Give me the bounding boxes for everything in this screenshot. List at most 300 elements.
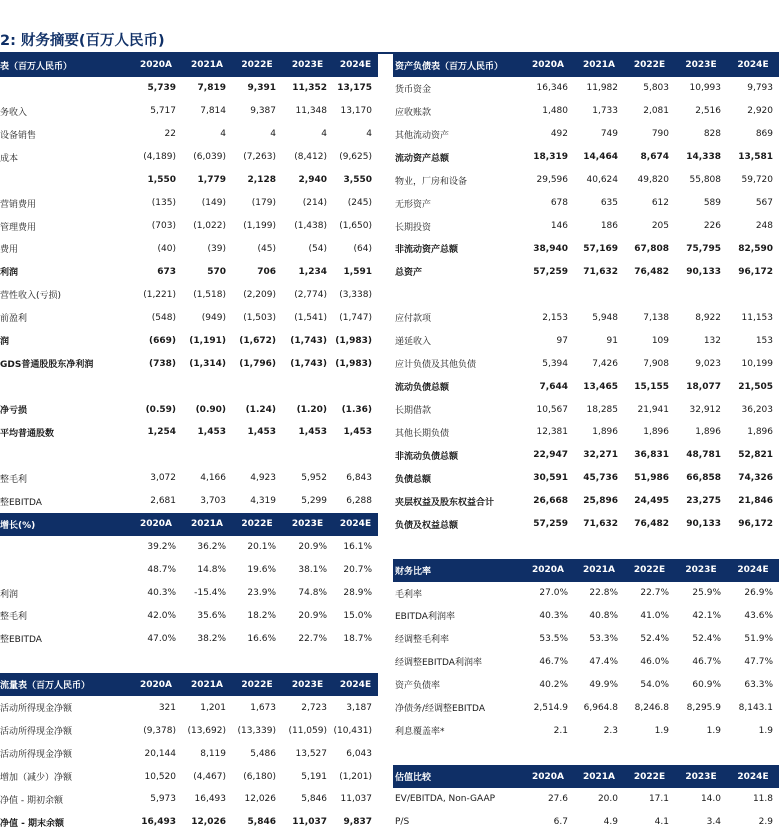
value-cell: 10,520: [144, 771, 176, 782]
value-cell: (1,191): [189, 335, 226, 346]
value-cell: (1,650): [339, 221, 372, 232]
value-cell: 749: [600, 129, 618, 140]
value-cell: 66,858: [686, 473, 721, 484]
value-cell: 2,920: [747, 106, 773, 117]
value-cell: 76,482: [634, 519, 669, 530]
value-cell: 153: [755, 335, 773, 346]
value-cell: (39): [207, 243, 226, 254]
value-cell: 90,133: [686, 519, 721, 530]
value-cell: 20,144: [144, 748, 176, 759]
row-label: [0, 444, 130, 467]
value-cell: 63.3%: [744, 679, 773, 690]
value-cell: [727, 283, 779, 306]
value-cell: 2.3: [603, 725, 618, 736]
value-cell: (6,180): [243, 771, 276, 782]
year-header-cell: 2021A: [182, 673, 232, 696]
value-cell: 27.0%: [539, 588, 568, 599]
value-cell: (54): [308, 243, 327, 254]
value-cell: 52,821: [738, 450, 773, 461]
value-cell: 1.9: [654, 725, 669, 736]
value-cell: 612: [651, 198, 669, 209]
value-cell: (1,672): [239, 335, 276, 346]
value-cell: 4: [321, 129, 327, 140]
table-row: [393, 260, 779, 283]
table-row: [393, 811, 779, 834]
value-cell: 16,346: [536, 83, 568, 94]
value-cell: (1,796): [239, 358, 276, 369]
value-cell: 23.9%: [247, 588, 276, 599]
table-row: [0, 169, 378, 192]
value-cell: 51,986: [634, 473, 669, 484]
table-row: [393, 146, 779, 169]
value-cell: 673: [157, 266, 176, 277]
value-cell: 1,896: [643, 427, 669, 438]
table-row: [393, 490, 779, 513]
year-header-cell: 2020A: [522, 559, 574, 582]
row-label: 净值 - 期初余额: [0, 795, 63, 806]
value-cell: 7,644: [539, 381, 568, 392]
value-cell: 21,941: [637, 404, 669, 415]
table-row: [393, 605, 779, 628]
value-cell: 226: [703, 221, 721, 232]
value-cell: 40.3%: [147, 588, 176, 599]
value-cell: 7,908: [643, 358, 669, 369]
value-cell: 36.2%: [197, 542, 226, 553]
value-cell: (7,263): [243, 152, 276, 163]
value-cell: 14,464: [583, 152, 618, 163]
value-cell: 96,172: [738, 519, 773, 530]
table-row: [0, 765, 378, 788]
row-label: 物业，厂房和设备: [395, 176, 468, 187]
value-cell: 11,037: [292, 817, 327, 828]
value-cell: 52.4%: [640, 633, 669, 644]
value-cell: 21,505: [738, 381, 773, 392]
year-header-cell: 2022E: [624, 765, 675, 788]
value-cell: 43.6%: [744, 610, 773, 621]
year-header-cell: 2023E: [675, 559, 727, 582]
value-cell: (1,743): [290, 358, 327, 369]
value-cell: 90,133: [686, 266, 721, 277]
row-label: [393, 283, 522, 306]
row-label: EBITDA利润率: [395, 612, 455, 623]
row-label: 成本: [0, 153, 19, 164]
value-cell: 790: [651, 129, 669, 140]
table-row: [0, 329, 378, 352]
row-label: EV/EBITDA, Non-GAAP: [395, 794, 496, 805]
row-label: 务收入: [0, 107, 28, 118]
row-label: 利息覆盖率*: [395, 727, 445, 738]
value-cell: 48.7%: [147, 565, 176, 576]
row-label: 表（百万人民币）: [0, 54, 130, 77]
table-row: [0, 490, 378, 513]
value-cell: 248: [755, 221, 773, 232]
value-cell: (245): [347, 198, 372, 209]
value-cell: 16,493: [194, 794, 226, 805]
value-cell: 5,973: [150, 794, 176, 805]
value-cell: 8,143.1: [738, 702, 773, 713]
value-cell: 5,191: [301, 771, 327, 782]
value-cell: 71,632: [583, 519, 618, 530]
table-header-row: [393, 765, 779, 788]
value-cell: 5,299: [301, 496, 327, 507]
value-cell: 25,896: [583, 496, 618, 507]
value-cell: 9,023: [695, 358, 721, 369]
value-cell: 186: [600, 221, 618, 232]
value-cell: [624, 283, 675, 306]
value-cell: 25.9%: [692, 588, 721, 599]
value-cell: 17.1: [648, 794, 669, 805]
year-header-cell: 2022E: [624, 559, 675, 582]
row-label: GDS普通股股东净利润: [0, 360, 94, 371]
value-cell: 4: [220, 129, 226, 140]
row-label: 管理费用: [0, 222, 37, 233]
value-cell: 567: [755, 198, 773, 209]
row-label: 长期投资: [395, 222, 432, 233]
value-cell: 47.0%: [147, 633, 176, 644]
value-cell: 3,703: [200, 496, 226, 507]
value-cell: 2,514.9: [533, 702, 568, 713]
table-row: [0, 650, 378, 673]
value-cell: 5,948: [592, 312, 618, 323]
table-row: [393, 421, 779, 444]
value-cell: -15.4%: [194, 588, 226, 599]
value-cell: 1,254: [147, 427, 176, 438]
value-cell: [130, 375, 182, 398]
table-row: [0, 260, 378, 283]
value-cell: 29,596: [536, 175, 568, 186]
value-cell: 12,026: [244, 794, 276, 805]
value-cell: (1,438): [294, 221, 327, 232]
value-cell: 2,081: [643, 106, 669, 117]
value-cell: 1,591: [343, 266, 372, 277]
value-cell: 10,993: [689, 83, 721, 94]
value-cell: 30,591: [533, 473, 568, 484]
value-cell: 24,495: [634, 496, 669, 507]
value-cell: [282, 375, 333, 398]
row-label: 整毛利: [0, 612, 28, 623]
row-label: 营销费用: [0, 199, 37, 210]
value-cell: 1,234: [298, 266, 327, 277]
value-cell: 12,381: [536, 427, 568, 438]
value-cell: 9,387: [250, 106, 276, 117]
value-cell: 6,964.8: [583, 702, 618, 713]
value-cell: (1,747): [339, 312, 372, 323]
value-cell: [574, 742, 624, 765]
row-label: 非流动负债总额: [395, 451, 459, 462]
value-cell: (1,983): [335, 358, 372, 369]
row-label: 净值 - 期末余额: [0, 818, 65, 829]
value-cell: 11.8: [752, 794, 773, 805]
table-row: [0, 421, 378, 444]
row-label: [0, 169, 130, 192]
value-cell: 146: [550, 221, 568, 232]
table-row: [393, 192, 779, 215]
value-cell: 53.3%: [589, 633, 618, 644]
table-header-row: [393, 54, 779, 77]
value-cell: 18.2%: [247, 610, 276, 621]
value-cell: 20.9%: [298, 610, 327, 621]
value-cell: (2,209): [243, 289, 276, 300]
row-label: P/S: [395, 817, 410, 828]
table-header-row: [393, 559, 779, 582]
value-cell: 5,739: [147, 83, 176, 94]
year-header-cell: 2020A: [522, 765, 574, 788]
table-row: [393, 536, 779, 559]
row-label: [0, 77, 130, 100]
row-label: 估值比较: [393, 765, 522, 788]
value-cell: [232, 650, 282, 673]
row-label: 无形资产: [395, 199, 432, 210]
table-row: [393, 352, 779, 375]
value-cell: 8,922: [695, 312, 721, 323]
year-header-cell: 2021A: [574, 559, 624, 582]
value-cell: 4: [366, 129, 372, 140]
value-cell: (738): [148, 358, 176, 369]
row-label: 营性收入(亏损): [0, 291, 62, 302]
value-cell: (135): [151, 198, 176, 209]
row-label: 利润: [0, 268, 19, 279]
value-cell: (4,189): [143, 152, 176, 163]
value-cell: 4,319: [250, 496, 276, 507]
value-cell: [624, 742, 675, 765]
value-cell: 13,581: [738, 152, 773, 163]
value-cell: (214): [302, 198, 327, 209]
value-cell: (179): [251, 198, 276, 209]
value-cell: 11,982: [586, 83, 618, 94]
value-cell: [624, 536, 675, 559]
value-cell: 7,426: [592, 358, 618, 369]
value-cell: 321: [158, 702, 176, 713]
value-cell: 71,632: [583, 266, 618, 277]
value-cell: 14,338: [686, 152, 721, 163]
row-label: 长期借款: [395, 406, 432, 417]
value-cell: 47.4%: [589, 656, 618, 667]
value-cell: 16,493: [141, 817, 176, 828]
year-header-cell: 2021A: [574, 765, 624, 788]
value-cell: 3,072: [150, 473, 176, 484]
row-label: 活动所得现金净额: [0, 727, 73, 738]
value-cell: 41.0%: [640, 610, 669, 621]
value-cell: (13,692): [187, 725, 226, 736]
value-cell: (40): [157, 243, 176, 254]
value-cell: 14.0: [700, 794, 721, 805]
value-cell: 8,246.8: [634, 702, 669, 713]
value-cell: 6,288: [346, 496, 372, 507]
value-cell: [333, 444, 378, 467]
value-cell: [522, 742, 574, 765]
value-cell: (4,467): [193, 771, 226, 782]
value-cell: 20.1%: [247, 542, 276, 553]
table-row: [393, 582, 779, 605]
value-cell: 36,831: [634, 450, 669, 461]
value-cell: 2,128: [247, 175, 276, 186]
year-header-cell: 2020A: [130, 513, 182, 536]
value-cell: 2.1: [553, 725, 568, 736]
row-label: 财务比率: [393, 559, 522, 582]
table-row: [393, 123, 779, 146]
value-cell: 706: [257, 266, 276, 277]
table-row: [0, 467, 378, 490]
value-cell: 46.0%: [640, 656, 669, 667]
value-cell: (669): [148, 335, 176, 346]
value-cell: 4,166: [200, 473, 226, 484]
value-cell: 1.9: [758, 725, 773, 736]
value-cell: [182, 375, 232, 398]
value-cell: (6,039): [193, 152, 226, 163]
row-label: [0, 559, 130, 582]
value-cell: (1,022): [193, 221, 226, 232]
year-header-cell: 2023E: [675, 765, 727, 788]
table-row: [0, 742, 378, 765]
value-cell: 11,037: [340, 794, 372, 805]
value-cell: 18,077: [686, 381, 721, 392]
table-row: [0, 238, 378, 261]
row-label: 增长(%): [0, 513, 130, 536]
value-cell: (149): [201, 198, 226, 209]
value-cell: 6,043: [346, 748, 372, 759]
value-cell: [574, 536, 624, 559]
value-cell: (3,338): [339, 289, 372, 300]
table-row: [393, 788, 779, 811]
value-cell: [282, 444, 333, 467]
value-cell: 38.2%: [197, 633, 226, 644]
value-cell: 40.2%: [539, 679, 568, 690]
table-row: [393, 169, 779, 192]
table-row: [393, 398, 779, 421]
value-cell: [727, 536, 779, 559]
table-row: [0, 398, 378, 421]
value-cell: (1.20): [296, 404, 327, 415]
value-cell: [130, 650, 182, 673]
value-cell: 60.9%: [692, 679, 721, 690]
row-label: 应计负债及其他负债: [395, 360, 477, 371]
table-row: [0, 215, 378, 238]
value-cell: 8,295.9: [686, 702, 721, 713]
row-label: [393, 536, 522, 559]
value-cell: 2.9: [758, 817, 773, 828]
value-cell: 59,720: [741, 175, 773, 186]
value-cell: 28.9%: [343, 588, 372, 599]
value-cell: 1,453: [247, 427, 276, 438]
year-header-cell: 2023E: [282, 54, 333, 77]
year-header-cell: 2023E: [282, 673, 333, 696]
value-cell: (1,983): [335, 335, 372, 346]
value-cell: 35.6%: [197, 610, 226, 621]
value-cell: 1,673: [250, 702, 276, 713]
value-cell: 22,947: [533, 450, 568, 461]
table-row: [0, 123, 378, 146]
value-cell: 16.1%: [343, 542, 372, 553]
row-label: 润: [0, 337, 10, 348]
value-cell: (703): [151, 221, 176, 232]
value-cell: 39.2%: [147, 542, 176, 553]
value-cell: 828: [703, 129, 721, 140]
value-cell: 11,348: [295, 106, 327, 117]
table-row: [0, 100, 378, 123]
value-cell: (1.24): [245, 404, 276, 415]
value-cell: 20.9%: [298, 542, 327, 553]
value-cell: [232, 444, 282, 467]
row-label: 资产负债表（百万人民币）: [393, 54, 522, 77]
table-row: [393, 329, 779, 352]
value-cell: 11,153: [741, 312, 773, 323]
value-cell: (9,378): [143, 725, 176, 736]
row-label: [0, 650, 130, 673]
table-row: [393, 673, 779, 696]
value-cell: (10,431): [333, 725, 372, 736]
year-header-cell: 2020A: [130, 54, 182, 77]
value-cell: 53.5%: [539, 633, 568, 644]
value-cell: 16.6%: [247, 633, 276, 644]
value-cell: [675, 283, 727, 306]
value-cell: 42.1%: [692, 610, 721, 621]
value-cell: 1,453: [197, 427, 226, 438]
value-cell: 1,453: [343, 427, 372, 438]
left-financial-table: [0, 54, 378, 834]
year-header-cell: 2022E: [624, 54, 675, 77]
value-cell: 7,138: [643, 312, 669, 323]
row-label: 净亏损: [0, 406, 28, 417]
value-cell: 49.9%: [589, 679, 618, 690]
table-row: [393, 696, 779, 719]
value-cell: 869: [755, 129, 773, 140]
table-row: [0, 536, 378, 559]
table-row: [393, 375, 779, 398]
value-cell: (9,625): [339, 152, 372, 163]
year-header-cell: 2024E: [333, 54, 378, 77]
value-cell: 20.0: [597, 794, 618, 805]
value-cell: 11,352: [292, 83, 327, 94]
value-cell: 18,319: [533, 152, 568, 163]
value-cell: 14.8%: [197, 565, 226, 576]
table-row: [0, 811, 378, 834]
value-cell: 8,119: [200, 748, 226, 759]
value-cell: 2,153: [542, 312, 568, 323]
year-header-cell: 2022E: [232, 673, 282, 696]
row-label: 活动所得现金净额: [0, 704, 73, 715]
year-header-cell: 2022E: [232, 54, 282, 77]
table-row: [393, 100, 779, 123]
value-cell: 67,808: [634, 243, 669, 254]
table-row: [0, 375, 378, 398]
value-cell: (1.36): [341, 404, 372, 415]
value-cell: 1,896: [695, 427, 721, 438]
value-cell: 38.1%: [298, 565, 327, 576]
value-cell: 5,846: [301, 794, 327, 805]
value-cell: [574, 283, 624, 306]
value-cell: [333, 375, 378, 398]
value-cell: 91: [606, 335, 618, 346]
value-cell: [130, 444, 182, 467]
year-header-cell: 2020A: [522, 54, 574, 77]
value-cell: 13,175: [337, 83, 372, 94]
row-label: 净债务/经调整EBITDA: [395, 704, 485, 715]
value-cell: (2,774): [294, 289, 327, 300]
value-cell: 48,781: [686, 450, 721, 461]
row-label: 毛利率: [395, 589, 423, 600]
table-row: [393, 513, 779, 536]
year-header-cell: 2023E: [675, 54, 727, 77]
value-cell: (1,199): [243, 221, 276, 232]
value-cell: 22.7%: [298, 633, 327, 644]
value-cell: 3,187: [346, 702, 372, 713]
value-cell: 76,482: [634, 266, 669, 277]
value-cell: [522, 283, 574, 306]
value-cell: 19.6%: [247, 565, 276, 576]
table-row: [393, 650, 779, 673]
table-header-row: [0, 54, 378, 77]
value-cell: 1,453: [298, 427, 327, 438]
